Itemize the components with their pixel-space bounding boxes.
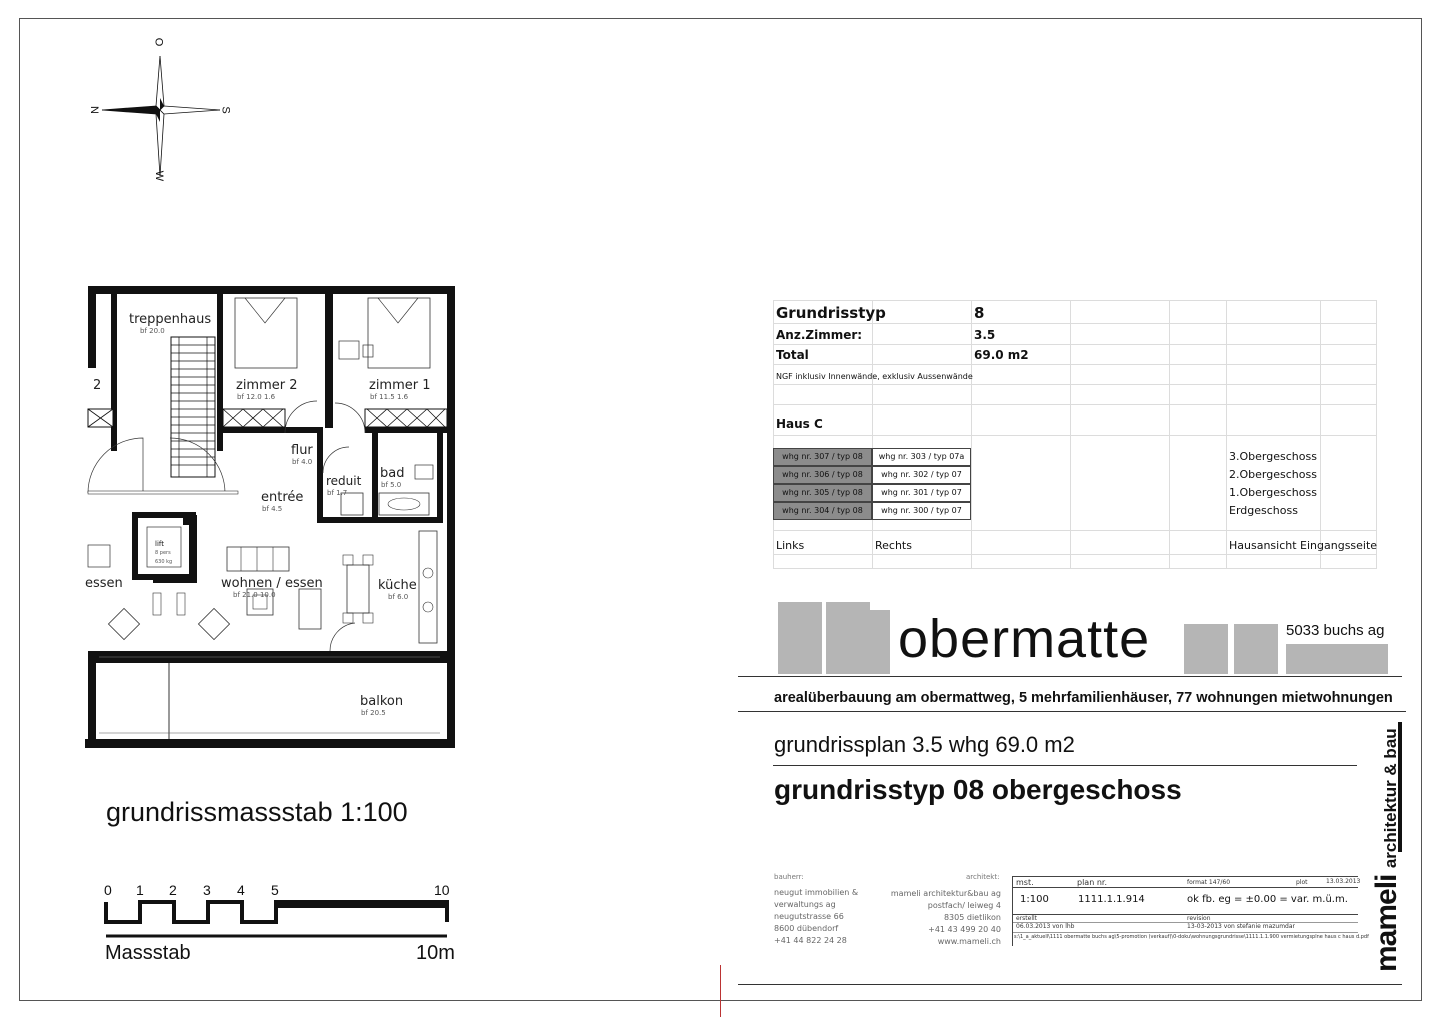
- plot-date: 13.03.2013: [1326, 878, 1361, 885]
- plannr-label: plan nr.: [1077, 878, 1107, 887]
- scale-tick-2: 2: [169, 882, 177, 898]
- bauherr-line-1: neugut immobilien &: [774, 888, 859, 897]
- floor-label-1og: 1.Obergeschoss: [1229, 486, 1317, 499]
- room-area-zimmer-1: bf 11.5 1.6: [370, 393, 409, 401]
- erstellt-label: erstellt: [1016, 915, 1038, 922]
- label-grundrisstyp: Grundrisstyp: [776, 304, 886, 322]
- file-path: s:\1_a_aktuell\1111 obermatte buchs ag\5-promotion (verkauf)\0-doku\wohnungsgrundrisse\1111.1.1.900 vermietungsplne haus c haus d.pdf: [1014, 934, 1369, 940]
- footer-rechts: Rechts: [875, 539, 912, 552]
- architekt-label: architekt:: [966, 873, 1000, 881]
- architekt-line-1: mameli architektur&bau ag: [890, 889, 1001, 898]
- compass-left-label: N: [87, 106, 100, 114]
- logo-underline: [738, 676, 1402, 677]
- room-label-balkon: balkon: [360, 694, 404, 709]
- architect-logo-mameli: mameli: [1370, 874, 1403, 972]
- unit-cell-305: whg nr. 305 / typ 08: [773, 484, 872, 502]
- unit-cell-303: whg nr. 303 / typ 07a: [872, 448, 971, 466]
- plan-title-underline: [773, 765, 1357, 766]
- floor-label-2og: 2.Obergeschoss: [1229, 468, 1317, 481]
- bottom-rule: [738, 984, 1402, 985]
- scale-tick-3: 3: [203, 882, 211, 898]
- room-area-reduit: bf 1.7: [327, 489, 348, 497]
- compass-bottom-label: W: [153, 170, 166, 182]
- architekt-line-4: +41 43 499 20 40: [928, 925, 1001, 934]
- unit-cell-307: whg nr. 307 / typ 08: [773, 448, 872, 466]
- bauherr-line-5: +41 44 822 24 28: [774, 936, 847, 945]
- room-label-entree: entrée: [261, 490, 304, 505]
- room-area-kueche: bf 6.0: [388, 593, 409, 601]
- room-area-flur: bf 4.0: [292, 458, 313, 466]
- floor-plan-drawing: [85, 283, 460, 753]
- room-label-reduit: reduit: [326, 474, 362, 488]
- architekt-address: [870, 888, 1001, 948]
- scale-label-10m: 10m: [416, 942, 455, 964]
- erstellt-value: 06.03.2013 von lhb: [1016, 923, 1075, 930]
- north-arrow: [87, 37, 235, 183]
- bauherr-line-4: 8600 dübendorf: [774, 924, 839, 933]
- type-title: grundrisstyp 08 obergeschoss: [774, 774, 1182, 805]
- room-area-treppenhaus: bf 20.0: [140, 327, 165, 335]
- plan-title: grundrissplan 3.5 whg 69.0 m2: [774, 732, 1075, 757]
- unit-cell-304: whg nr. 304 / typ 08: [773, 502, 872, 520]
- bauherr-line-3: neugutstrasse 66: [774, 912, 844, 921]
- architect-logo: [1370, 722, 1406, 972]
- value-anz-zimmer: 3.5: [974, 328, 996, 342]
- label-total: Total: [776, 348, 809, 362]
- value-grundrisstyp: 8: [974, 304, 985, 322]
- bauherr-line-2: verwaltungs ag: [774, 900, 836, 909]
- okfb-value: ok fb. eg = ±0.00 = var. m.ü.m.: [1187, 894, 1348, 905]
- scale-bar: [100, 880, 460, 970]
- architekt-line-3: 8305 dietlikon: [943, 913, 1001, 922]
- floor-label-3og: 3.Obergeschoss: [1229, 450, 1317, 463]
- revision-label: revision: [1187, 915, 1211, 922]
- format-label: format 147/60: [1187, 879, 1231, 886]
- room-label-kueche: küche: [378, 578, 417, 593]
- footer-hausansicht: Hausansicht Eingangsseite: [1229, 539, 1378, 552]
- scale-tick-1: 1: [136, 882, 144, 898]
- floor-plan: [85, 283, 460, 753]
- room-area-zimmer-2: bf 12.0 1.6: [237, 393, 276, 401]
- room-area-lift: 8 pers 630 kg: [155, 550, 173, 565]
- architect-logo-tagline: architektur & bau: [1381, 728, 1400, 869]
- footer-links: Links: [776, 539, 805, 552]
- title-block-grid: [1012, 876, 1369, 946]
- project-description: arealüberbauung am obermattweg, 5 mehrfamilienhäuser, 77 wohnungen mietwohnungen: [774, 690, 1393, 706]
- room-label-treppenhaus: treppenhaus: [129, 312, 212, 327]
- area-note: NGF inklusiv Innenwände, exklusiv Aussenwände: [776, 372, 973, 381]
- room-label-zimmer-2: zimmer 2: [236, 378, 298, 393]
- title-block: [770, 870, 1370, 950]
- unit-cell-300: whg nr. 300 / typ 07: [872, 502, 971, 520]
- bauherr-label: bauherr:: [774, 873, 804, 881]
- floor-label-eg: Erdgeschoss: [1229, 504, 1298, 517]
- scale-tick-0: 0: [104, 882, 112, 898]
- room-label-zimmer-3: 2: [93, 378, 102, 393]
- project-location: 5033 buchs ag: [1286, 622, 1385, 639]
- room-label-lift: lift: [155, 540, 164, 548]
- room-label-bad: bad: [380, 466, 405, 481]
- architekt-line-2: postfach/ leiweg 4: [927, 901, 1001, 910]
- mst-value: 1:100: [1020, 894, 1049, 905]
- haus-label: Haus C: [776, 417, 823, 431]
- architekt-line-5: www.mameli.ch: [937, 937, 1001, 946]
- room-label-essen: essen: [85, 576, 123, 591]
- room-area-entree: bf 4.5: [262, 505, 283, 513]
- scale-tick-10: 10: [434, 882, 450, 898]
- unit-cell-301: whg nr. 301 / typ 07: [872, 484, 971, 502]
- project-name: obermatte: [898, 609, 1151, 669]
- room-label-zimmer-1: zimmer 1: [369, 378, 431, 393]
- value-total: 69.0 m2: [974, 348, 1029, 362]
- scale-title: grundrissmassstab 1:100: [106, 797, 408, 827]
- room-label-wohnen-essen: wohnen / essen: [221, 576, 323, 591]
- compass-right-label: S: [219, 106, 232, 114]
- scale-tick-4: 4: [237, 882, 245, 898]
- unit-cell-302: whg nr. 302 / typ 07: [872, 466, 971, 484]
- scale-tick-5: 5: [271, 882, 279, 898]
- scale-label-massstab: Massstab: [105, 942, 191, 964]
- label-anz-zimmer: Anz.Zimmer:: [776, 328, 863, 342]
- room-area-balkon: bf 20.5: [361, 709, 386, 717]
- room-area-bad: bf 5.0: [381, 481, 402, 489]
- mst-label: mst.: [1016, 878, 1034, 887]
- project-logo: [778, 602, 1398, 678]
- unit-cell-306: whg nr. 306 / typ 08: [773, 466, 872, 484]
- plot-label: plot: [1296, 879, 1308, 886]
- description-underline: [738, 711, 1406, 712]
- room-label-flur: flur: [291, 443, 313, 458]
- compass-rose-icon: [87, 38, 235, 183]
- plannr-value: 1111.1.1.914: [1078, 894, 1145, 905]
- revision-value: 13-03-2013 von stefanie mazumdar: [1187, 923, 1296, 930]
- fold-mark: [720, 965, 721, 1017]
- compass-top-label: O: [152, 37, 165, 47]
- room-area-wohnen-essen: bf 21.0 10.0: [233, 591, 276, 599]
